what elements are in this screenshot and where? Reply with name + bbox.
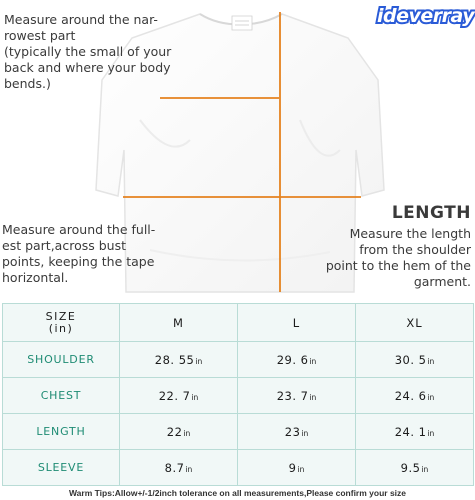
size-unit-header [3, 304, 120, 342]
cell-unit: in [301, 428, 309, 438]
note-line: Measure around the nar- [4, 12, 158, 27]
cell-value: 9 [288, 460, 297, 475]
note-line: bends.) [4, 76, 51, 91]
table-cell [120, 450, 238, 486]
cell-value: 22 [166, 424, 183, 439]
note-line: point to the hem of the [325, 258, 471, 273]
table-cell [238, 342, 356, 378]
note-line: est part,across bust [2, 238, 126, 253]
note-line: Measure around the full- [2, 222, 156, 237]
size-column-l: L [238, 304, 356, 342]
warm-tips-footer: Warm Tips:Allow+/-1/2inch tolerance on all measurements,Please confirm your size [68, 488, 407, 498]
table-row [3, 450, 474, 486]
table-cell [120, 414, 238, 450]
cell-value: 24. 1 [394, 424, 427, 439]
table-cell [356, 378, 474, 414]
row-label-chest: CHEST [3, 378, 120, 414]
cell-value: 28. 55 [154, 352, 195, 367]
cell-value: 30. 5 [394, 352, 427, 367]
cell-unit: in [427, 428, 435, 438]
cell-unit: in [421, 464, 429, 474]
cell-value: 9.5 [400, 460, 421, 475]
cell-unit: in [185, 464, 193, 474]
note-line: back and where your body [4, 60, 171, 75]
brand-logo: ideverray [377, 5, 475, 27]
cell-value: 29. 6 [276, 352, 309, 367]
cell-unit: in [427, 392, 435, 402]
note-line: from the shoulder [359, 242, 471, 257]
note-line: points, keeping the tape [2, 254, 155, 269]
table-cell [238, 414, 356, 450]
table-row [3, 342, 474, 378]
cell-value: 23. 7 [276, 388, 309, 403]
table-cell [356, 342, 474, 378]
note-line: garment. [413, 274, 471, 289]
cell-unit: in [195, 356, 203, 366]
size-column-m: M [120, 304, 238, 342]
length-measure-note [326, 226, 471, 290]
cell-unit: in [309, 392, 317, 402]
unit-header-label: (in) [48, 321, 74, 335]
note-line: (typically the small of your [4, 44, 172, 59]
note-line: rowest part [4, 28, 76, 43]
row-label-shoulder: SHOULDER [3, 342, 120, 378]
note-line: Measure the length [349, 226, 471, 241]
waist-measure-note [4, 12, 171, 92]
cell-value: 24. 6 [394, 388, 427, 403]
note-line: horizontal. [2, 270, 69, 285]
size-chart-table [2, 303, 474, 486]
table-cell [120, 342, 238, 378]
table-cell [356, 450, 474, 486]
table-cell [238, 378, 356, 414]
cell-value: 23 [284, 424, 301, 439]
table-row [3, 378, 474, 414]
cell-unit: in [427, 356, 435, 366]
row-label-length: LENGTH [3, 414, 120, 450]
row-label-sleeve: SLEEVE [3, 450, 120, 486]
table-cell [356, 414, 474, 450]
chest-measure-note [2, 222, 155, 286]
cell-unit: in [297, 464, 305, 474]
table-header-row [3, 304, 474, 342]
cell-value: 22. 7 [158, 388, 191, 403]
length-heading: LENGTH [391, 203, 471, 223]
cell-value: 8.7 [164, 460, 185, 475]
size-column-xl: XL [356, 304, 474, 342]
cell-unit: in [309, 356, 317, 366]
cell-unit: in [191, 392, 199, 402]
table-cell [120, 378, 238, 414]
size-header-label: SIZE [45, 309, 77, 323]
table-row [3, 414, 474, 450]
table-cell [238, 450, 356, 486]
cell-unit: in [183, 428, 191, 438]
